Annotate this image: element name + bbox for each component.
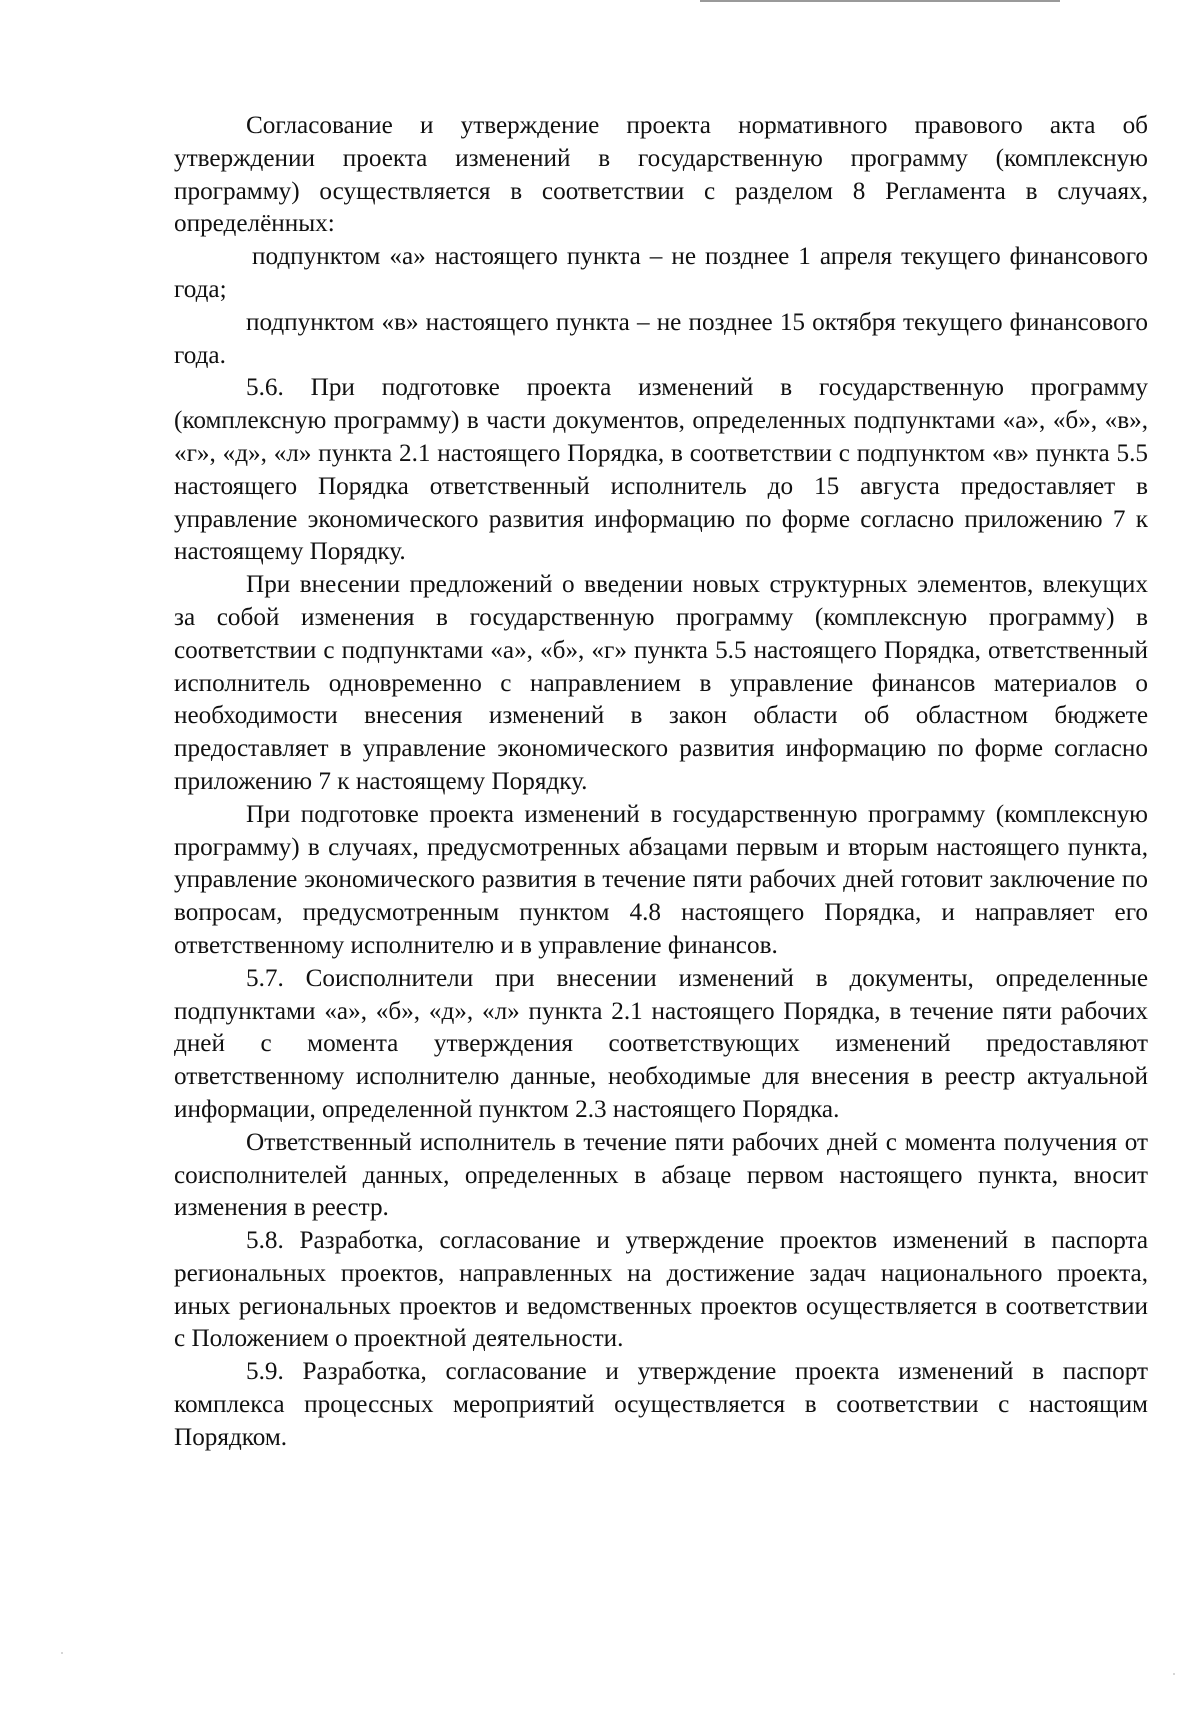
document-body <box>174 110 1148 1455</box>
paragraph-section-5-6: 5.6. При подготовке проекта изменений в государственную программу (комплексную программу) в части документов, определенных подпунктами «а», «б», «в», «г», «д», «л» пункта 2.1 настоящего Порядка, в соответствии с подпунктом «в» пункта 5.5 настоящего Порядка ответственный исполнитель до 15 августа предоставляет в управление экономического развития информацию по форме согласно приложению 7 к настоящему Порядку. <box>174 374 1148 566</box>
scan-edge-mark <box>700 0 1060 2</box>
paragraph-section-5-7: 5.7. Соисполнители при внесении изменений в документы, определенные подпунктами «а», «б», «д», «л» пункта 2.1 настоящего Порядка, в течение пяти рабочих дней с момента утверждения соответствующих изменений предоставляют ответственному исполнителю данные, необходимые для внесения в реестр актуальной информации, определенной пунктом 2.3 настоящего Порядка. <box>174 964 1148 1123</box>
paragraph-economic-development-conclusion: При подготовке проекта изменений в государственную программу (комплексную программу) в случаях, предусмотренных абзацами первым и вторым настоящего пункта, управление экономического развития в течение пяти рабочих дней готовит заключение по вопросам, предусмотренным пунктом 4.8 настоящего Порядка, и направляет его ответственному исполнителю и в управление финансов. <box>174 800 1148 959</box>
scan-noise-dot <box>1173 1673 1175 1675</box>
paragraph-new-structural-elements: При внесении предложений о введении новых структурных элементов, влекущих за собой изменения в государственную программу (комплексную программу) в соответствии с подпунктами «а», «б», «г» пункта 5.5 настоящего Порядка, ответственный исполнитель одновременно с направлением в управление финансов материалов о необходимости внесения изменений в закон области об областном бюджете предоставляет в управление экономического развития информацию по форме согласно приложению 7 к настоящему Порядку. <box>174 571 1148 795</box>
paragraph-subpoint-a-deadline: подпунктом «а» настоящего пункта – не позднее 1 апреля текущего финансового года; <box>174 243 1148 303</box>
paragraph-registry-changes: Ответственный исполнитель в течение пяти рабочих дней с момента получения от соисполнителей данных, определенных в абзаце первом настоящего пункта, вносит изменения в реестр. <box>174 1128 1148 1222</box>
paragraph-section-5-8: 5.8. Разработка, согласование и утверждение проектов изменений в паспорта региональных проектов, направленных на достижение задач национального проекта, иных региональных проектов и ведомственных проектов осуществляется в соответствии с Положением о проектной деятельности. <box>174 1227 1148 1353</box>
paragraph-approval-procedure: Согласование и утверждение проекта нормативного правового акта об утверждении проекта изменений в государственную программу (комплексную программу) осуществляется в соответствии с разделом 8 Регламента в случаях, определённых: <box>174 112 1148 238</box>
paragraph-section-5-9: 5.9. Разработка, согласование и утверждение проекта изменений в паспорт комплекса процессных мероприятий осуществляется в соответствии с настоящим Порядком. <box>174 1358 1148 1451</box>
paragraph-subpoint-v-deadline: подпунктом «в» настоящего пункта – не позднее 15 октября текущего финансового года. <box>174 308 1148 369</box>
scan-noise-dot <box>61 1652 63 1654</box>
